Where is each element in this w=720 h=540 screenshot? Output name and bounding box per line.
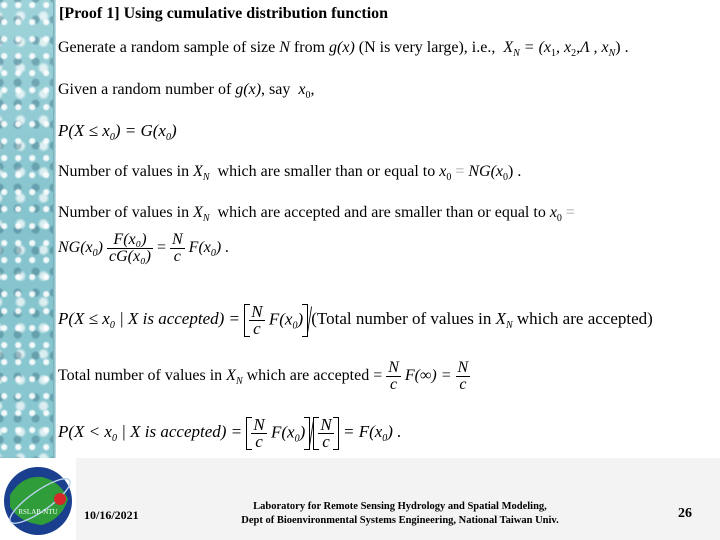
footer-lab-name <box>200 500 600 528</box>
expr-f-6-end: ) . <box>215 239 230 257</box>
frac7-den: c <box>253 318 261 338</box>
division-slash-7: / <box>307 297 313 342</box>
slide-title: [Proof 1] Using cumulative distribution function <box>59 5 389 22</box>
var-x-7: X <box>495 308 506 328</box>
expr-f-inf: F(∞) = <box>404 367 452 385</box>
sub-0-6: 0 <box>92 248 98 260</box>
text-n-large: (N is very large), i.e., <box>358 39 496 56</box>
line-generate-sample <box>58 38 629 64</box>
frac-num-n: N <box>172 231 183 248</box>
expr-eq-f-9-end: ) . <box>387 421 402 441</box>
text-given: Given a random number of <box>58 81 232 98</box>
frac-den-c: c <box>173 248 181 265</box>
text-total-8: Total number of values in <box>58 367 223 385</box>
bracket-7 <box>244 301 308 338</box>
expr-ng-6-end: ) <box>97 239 103 257</box>
text-which-7: which are accepted <box>516 308 648 328</box>
p-mid: ) = G(x <box>114 121 166 140</box>
expr-f-7: F(x <box>268 308 293 328</box>
text-comma: , <box>310 81 315 98</box>
water-drop-side-strip <box>0 0 53 458</box>
set-lambda: ,Λ , x <box>576 39 609 56</box>
frac9-den: c <box>255 431 263 451</box>
line-number-accepted <box>58 203 575 229</box>
paren-close-7: ) <box>647 308 653 328</box>
frac-den-cg: cG(x₀) <box>108 248 151 265</box>
text-which-accepted: which are accepted and are smaller than or equal to <box>217 204 546 221</box>
line-p-less-accepted <box>58 410 402 455</box>
text-which-8: which are accepted = <box>246 367 383 385</box>
sub-n: N <box>513 48 520 59</box>
bracket-9b <box>313 414 338 451</box>
frac-n-over-c-8b <box>456 360 471 393</box>
var-x-5: X <box>193 204 203 221</box>
logo-text: RSLAB-NTU <box>18 508 58 516</box>
var-x0: x <box>298 81 306 98</box>
text-which-smaller: which are smaller than or equal to <box>217 163 436 180</box>
var-x0-5: x <box>549 204 557 221</box>
expr-eq-f-9: = F(x <box>342 421 383 441</box>
sub-0-5: 0 <box>556 213 562 224</box>
sub-0-3a: 0 <box>109 132 115 143</box>
line-number-smaller <box>58 162 521 188</box>
expr-ng-6: NG(x <box>58 239 93 257</box>
sub-0-9b: 0 <box>294 432 300 444</box>
sub-0-4: 0 <box>446 172 452 183</box>
sub-0: 0 <box>305 90 311 101</box>
frac-num-f: F(x₀) <box>107 232 153 249</box>
var-x-4: X <box>193 163 203 180</box>
sub-0-9c: 0 <box>382 432 388 444</box>
frac9b-den: c <box>322 431 330 451</box>
frac-n-over-c-7 <box>249 301 264 338</box>
text-say: , say <box>261 81 291 98</box>
frac9-num: N <box>253 414 265 434</box>
var-n: N <box>279 39 290 56</box>
frac-n-over-c-9b <box>318 414 333 451</box>
var-x0-4: x <box>439 163 447 180</box>
expr-f-6: F(x <box>188 239 211 257</box>
sub-0-9: 0 <box>111 432 117 444</box>
logo-satellite-icon <box>54 493 66 505</box>
frac-f-over-cg <box>107 232 153 265</box>
sub-0-6b: 0 <box>210 248 216 260</box>
expr-f-9-end: ) <box>299 421 306 441</box>
expr-f-7-end: ) <box>297 308 304 328</box>
sub-n2: N <box>608 48 616 59</box>
frac8b-den: c <box>459 376 467 393</box>
expr-ng-end: ) . <box>508 163 522 180</box>
line-ng-product <box>58 232 229 265</box>
footer-date: 10/16/2021 <box>84 508 139 522</box>
eq-4: = <box>455 163 465 180</box>
var-x: X <box>503 39 514 56</box>
var-x-8: X <box>226 367 236 385</box>
sub-n-4: N <box>202 172 210 183</box>
line-p-given-accepted <box>58 297 653 342</box>
frac8-num: N <box>388 359 399 376</box>
line-p-equals-g <box>58 121 177 148</box>
eq-5: = <box>565 204 575 221</box>
eq-6: = <box>156 239 166 257</box>
frac9b-num: N <box>320 414 332 434</box>
sub-n-5: N <box>202 213 210 224</box>
text-generate: Generate a random sample of size <box>58 39 276 56</box>
frac-n-over-c-9 <box>251 414 266 451</box>
sub-0-7b: 0 <box>292 319 298 331</box>
expr-f-9: F(x <box>270 421 295 441</box>
page-number: 26 <box>678 506 692 521</box>
set-x2: , x <box>556 39 572 56</box>
text-from: from <box>293 39 326 56</box>
p7-bar: | X is accepted) = <box>119 308 240 328</box>
line-total-accepted <box>58 360 470 393</box>
sub-n-7: N <box>505 319 513 331</box>
func-gx-2: g(x) <box>235 81 262 98</box>
eq-set: = (x <box>523 39 552 56</box>
p-left: P(X ≤ x <box>58 121 110 140</box>
p-end: ) <box>170 121 177 140</box>
division-slash-9: / <box>309 410 315 455</box>
p7-left: P(X ≤ x <box>58 308 110 328</box>
footer-lab-line2: Dept of Bioenvironmental Systems Engineering, National Taiwan Univ. <box>241 515 559 526</box>
frac8-den: c <box>390 376 398 393</box>
expr-ng: NG(x <box>468 163 504 180</box>
side-strip-edge <box>53 0 56 458</box>
sub-n-8: N <box>235 376 243 388</box>
sub-0-4b: 0 <box>503 172 509 183</box>
text-total-7: (Total number of values in <box>311 308 492 328</box>
sub-0-3b: 0 <box>165 132 171 143</box>
sub-1: 1 <box>551 48 557 59</box>
text-number-values-5: Number of values in <box>58 204 190 221</box>
rslab-logo <box>2 455 78 540</box>
frac7-num: N <box>251 301 263 321</box>
frac-n-over-c <box>170 232 185 265</box>
func-gx: g(x) <box>329 39 355 56</box>
text-number-values: Number of values in <box>58 163 190 180</box>
sub-0-7: 0 <box>109 319 115 331</box>
set-close: ) . <box>615 39 629 56</box>
footer-lab-line1: Laboratory for Remote Sensing Hydrology and Spatial Modeling, <box>253 501 547 512</box>
p9-bar: | X is accepted) = <box>121 421 243 441</box>
frac8b-num: N <box>457 359 469 376</box>
bracket-9a <box>246 414 310 451</box>
line-given-random <box>58 80 314 106</box>
p9-left: P(X < x <box>58 421 112 441</box>
frac-n-over-c-8 <box>386 360 401 393</box>
sub-2: 2 <box>571 48 577 59</box>
